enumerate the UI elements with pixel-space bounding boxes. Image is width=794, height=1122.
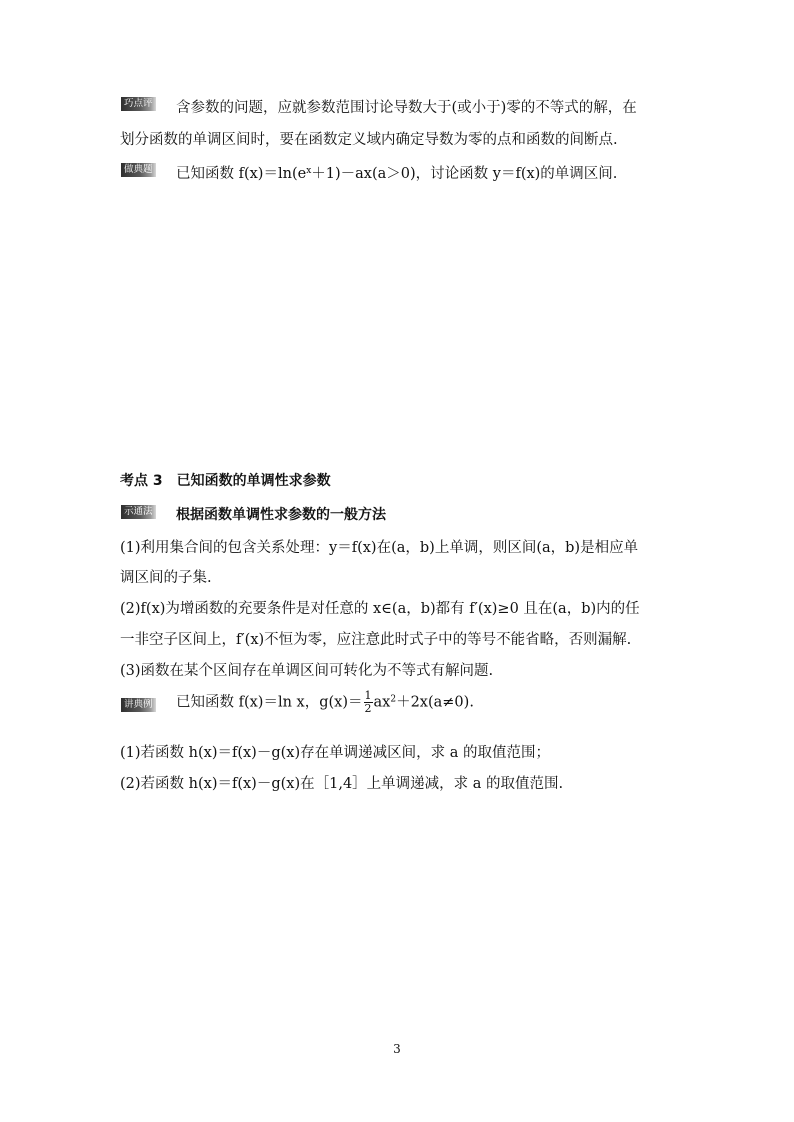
method-item-2-line-1: (2)f(x)为增函数的充要条件是对任意的 x∈(a，b)都有 f′(x)≥0 且在(a，b)内的任 [120,601,640,617]
practice-text-b: ＋1)－ax(a＞0)，讨论函数 y＝f(x)的单调区间. [311,166,618,182]
method-item-3: (3)函数在某个区间存在单调区间可转化为不等式有解问题. [120,663,494,679]
tip-tag: 巧点评 [121,97,156,111]
question-1: (1)若函数 h(x)＝f(x)－g(x)存在单调递减区间，求 a 的取值范围； [120,745,550,761]
practice-text [176,162,617,183]
method-tag: 示通法 [121,505,156,519]
example-sup: 2 [390,694,397,705]
section-title: 考点 3 已知函数的单调性求参数 [120,473,331,489]
example-text-a: 已知函数 f(x)＝ln x，g(x)＝ [176,694,363,711]
method-item-2-line-2: 一非空子区间上，f′(x)不恒为零，应注意此时式子中的等号不能省略，否则漏解. [120,632,632,648]
tip-text-line-2: 划分函数的单调区间时，要在函数定义域内确定导数为零的点和函数的间断点. [120,132,618,148]
method-heading: 根据函数单调性求参数的一般方法 [176,507,386,523]
practice-tag: 做典题 [121,163,156,177]
fraction-numerator: 1 [364,689,372,702]
method-item-1-line-2: 调区间的子集. [120,570,212,586]
page-number: 3 [393,1042,401,1056]
example-text-c: ＋2x(a≠0). [396,694,474,711]
method-item-1-line-1: (1)利用集合间的包含关系处理：y＝f(x)在(a，b)上单调，则区间(a，b)是相应单 [120,540,639,556]
example-text-b: ax [373,694,391,711]
practice-sup: x [306,166,312,176]
example-tag: 讲典例 [121,698,156,712]
tip-text-line-1: 含参数的问题，应就参数范围讨论导数大于(或小于)零的不等式的解，在 [176,100,637,116]
practice-text-a: 已知函数 f(x)＝ln(e [176,166,307,182]
one-half-fraction [364,690,373,715]
question-2: (2)若函数 h(x)＝f(x)－g(x)在［1,4］上单调递减，求 a 的取值范围. [120,776,564,792]
fraction-denominator: 2 [364,702,372,715]
example-text [176,690,474,715]
